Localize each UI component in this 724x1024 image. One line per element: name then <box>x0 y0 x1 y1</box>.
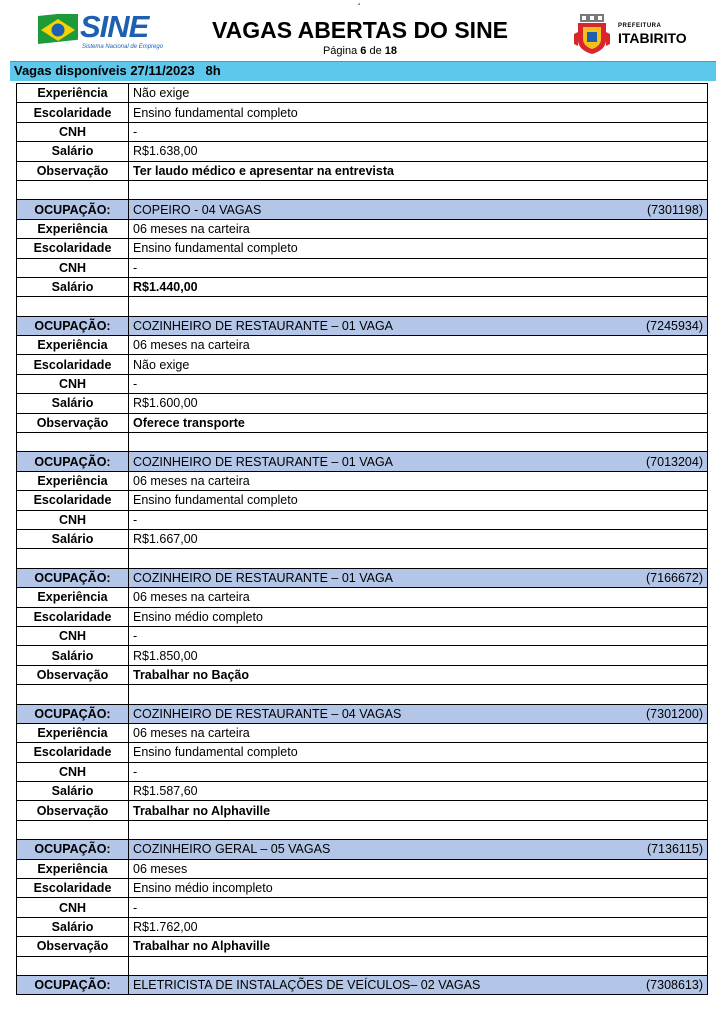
field-value-cell <box>129 917 708 936</box>
occupation-code: (7166672) <box>646 570 703 585</box>
field-value-cell <box>129 142 708 161</box>
separator-cell <box>17 820 129 839</box>
separator-cell <box>129 549 708 568</box>
sine-logo <box>38 10 162 54</box>
occupation-title: COZINHEIRO DE RESTAURANTE – 04 VAGAS <box>133 706 402 721</box>
field-row <box>17 161 708 180</box>
separator-cell <box>17 956 129 975</box>
separator-cell <box>129 433 708 452</box>
occupation-code: (7301198) <box>646 202 703 217</box>
field-row <box>17 491 708 510</box>
field-row <box>17 529 708 548</box>
occupation-label: OCUPAÇÃO: <box>17 704 129 723</box>
date-bar <box>10 61 716 81</box>
field-row <box>17 646 708 665</box>
field-row <box>17 607 708 626</box>
field-label: CNH <box>17 898 129 917</box>
occupation-label: OCUPAÇÃO: <box>17 452 129 471</box>
page-total: 18 <box>384 45 398 57</box>
field-label: Salário <box>17 529 129 548</box>
field-label: Experiência <box>17 336 129 355</box>
field-value: Ensino médio incompleto <box>133 881 273 896</box>
occupation-title: COZINHEIRO GERAL – 05 VAGAS <box>133 842 331 857</box>
separator-cell <box>129 685 708 704</box>
field-value: Não exige <box>133 86 190 101</box>
occupation-cell <box>129 316 708 335</box>
field-value-cell <box>129 626 708 645</box>
field-label: Escolaridade <box>17 879 129 898</box>
occupation-title: COZINHEIRO DE RESTAURANTE – 01 VAGA <box>133 454 394 469</box>
field-label: Salário <box>17 277 129 296</box>
separator-row <box>17 297 708 316</box>
field-value: R$1.587,60 <box>133 784 198 799</box>
field-value-cell <box>129 879 708 898</box>
field-label: Observação <box>17 161 129 180</box>
separator-row <box>17 433 708 452</box>
field-label: Experiência <box>17 84 129 103</box>
field-label: Escolaridade <box>17 607 129 626</box>
field-label: Observação <box>17 801 129 820</box>
occupation-cell <box>129 704 708 723</box>
field-label: CNH <box>17 762 129 781</box>
field-row <box>17 917 708 936</box>
occupation-title: COZINHEIRO DE RESTAURANTE – 01 VAGA <box>133 318 394 333</box>
occupation-title: COPEIRO - 04 VAGAS <box>133 202 262 217</box>
field-value: Não exige <box>133 357 190 372</box>
field-label: Escolaridade <box>17 103 129 122</box>
sine-logo-subtitle: Sistema Nacional de Emprego <box>82 44 164 50</box>
field-value-cell <box>129 258 708 277</box>
occupation-row <box>17 316 708 335</box>
field-label: Salário <box>17 646 129 665</box>
field-row <box>17 374 708 393</box>
separator-cell <box>17 297 129 316</box>
field-value-cell <box>129 394 708 413</box>
field-value: 06 meses na carteira <box>133 726 250 741</box>
separator-cell <box>129 956 708 975</box>
field-value: - <box>133 124 138 139</box>
field-value: - <box>133 512 138 527</box>
field-row <box>17 879 708 898</box>
occupation-label: OCUPAÇÃO: <box>17 200 129 219</box>
page-prefix: Página <box>322 45 358 57</box>
occupation-code: (7245934) <box>646 318 703 333</box>
field-row <box>17 103 708 122</box>
field-value: R$1.667,00 <box>133 532 198 547</box>
field-value-cell <box>129 588 708 607</box>
separator-cell <box>17 685 129 704</box>
field-value: 06 meses na carteira <box>133 221 250 236</box>
field-value: Trabalhar no Alphaville <box>133 803 271 818</box>
field-label: Experiência <box>17 219 129 238</box>
separator-cell <box>17 180 129 199</box>
field-value: Trabalhar no Bação <box>133 667 250 682</box>
field-row <box>17 665 708 684</box>
field-value: Ensino fundamental completo <box>133 241 298 256</box>
field-row <box>17 782 708 801</box>
field-row <box>17 84 708 103</box>
field-row <box>17 336 708 355</box>
field-value-cell <box>129 529 708 548</box>
field-label: CNH <box>17 258 129 277</box>
separator-row <box>17 956 708 975</box>
field-value: R$1.762,00 <box>133 919 198 934</box>
field-label: Escolaridade <box>17 355 129 374</box>
occupation-row <box>17 568 708 587</box>
field-value-cell <box>129 607 708 626</box>
field-value-cell <box>129 355 708 374</box>
field-row <box>17 723 708 742</box>
field-row <box>17 258 708 277</box>
field-row <box>17 122 708 141</box>
field-value-cell <box>129 762 708 781</box>
page-header <box>0 0 724 60</box>
city-crest-icon <box>574 14 610 54</box>
separator-row <box>17 549 708 568</box>
field-row <box>17 801 708 820</box>
field-value: - <box>133 629 138 644</box>
field-value: Ensino fundamental completo <box>133 493 298 508</box>
field-label: Escolaridade <box>17 239 129 258</box>
field-row <box>17 471 708 490</box>
field-value-cell <box>129 161 708 180</box>
separator-cell <box>17 433 129 452</box>
field-row <box>17 937 708 956</box>
field-row <box>17 588 708 607</box>
field-value-cell <box>129 743 708 762</box>
brazil-flag-icon <box>38 14 78 46</box>
occupation-cell <box>129 568 708 587</box>
date-bar-text: Vagas disponíveis 27/11/2023 8h <box>14 63 221 78</box>
prefeitura-logo <box>574 14 694 56</box>
field-value-cell <box>129 801 708 820</box>
field-value: R$1.440,00 <box>133 280 198 295</box>
field-value-cell <box>129 898 708 917</box>
field-value-cell <box>129 239 708 258</box>
field-label: CNH <box>17 626 129 645</box>
page-current: 6 <box>360 45 367 57</box>
occupation-label: OCUPAÇÃO: <box>17 840 129 859</box>
field-label: CNH <box>17 122 129 141</box>
field-value: - <box>133 900 138 915</box>
field-row <box>17 142 708 161</box>
field-value: 06 meses <box>133 861 188 876</box>
occupation-cell <box>129 975 708 994</box>
field-value: Trabalhar no Alphaville <box>133 939 271 954</box>
field-label: Salário <box>17 394 129 413</box>
field-value: R$1.850,00 <box>133 648 198 663</box>
occupation-code: (7301200) <box>646 706 703 721</box>
job-listings-body <box>17 84 708 995</box>
field-value-cell <box>129 665 708 684</box>
field-value: 06 meses na carteira <box>133 590 250 605</box>
field-row <box>17 626 708 645</box>
field-value: Ter laudo médico e apresentar na entrevista <box>133 163 394 178</box>
field-value-cell <box>129 646 708 665</box>
field-label: Salário <box>17 142 129 161</box>
field-value-cell <box>129 84 708 103</box>
separator-row <box>17 685 708 704</box>
field-label: Observação <box>17 413 129 432</box>
field-value: 06 meses na carteira <box>133 474 250 488</box>
field-value: - <box>133 377 138 392</box>
field-label: Observação <box>17 937 129 956</box>
field-value-cell <box>129 336 708 355</box>
field-value-cell <box>129 471 708 490</box>
occupation-code: (7136115) <box>646 842 703 857</box>
field-value-cell <box>129 122 708 141</box>
field-value: R$1.638,00 <box>133 144 198 159</box>
job-listings-table <box>16 83 708 995</box>
city-name: ITABIRITO <box>618 30 687 46</box>
occupation-label: OCUPAÇÃO: <box>17 568 129 587</box>
field-value-cell <box>129 413 708 432</box>
field-value: - <box>133 764 138 779</box>
occupation-cell <box>129 452 708 471</box>
field-row <box>17 355 708 374</box>
field-label: CNH <box>17 374 129 393</box>
field-row <box>17 394 708 413</box>
field-value-cell <box>129 491 708 510</box>
field-value-cell <box>129 937 708 956</box>
field-label: Experiência <box>17 588 129 607</box>
field-label: Escolaridade <box>17 743 129 762</box>
field-value: R$1.600,00 <box>133 396 198 411</box>
occupation-title: ELETRICISTA DE INSTALAÇÕES DE VEÍCULOS– 02 VAGAS <box>133 978 481 993</box>
field-value-cell <box>129 219 708 238</box>
separator-cell <box>129 180 708 199</box>
occupation-row <box>17 200 708 219</box>
occupation-label: OCUPAÇÃO: <box>17 975 129 994</box>
occupation-row <box>17 840 708 859</box>
occupation-row <box>17 704 708 723</box>
sine-logo-word: SINE <box>80 9 149 44</box>
separator-row <box>17 180 708 199</box>
occupation-code: (7013204) <box>646 454 703 469</box>
field-row <box>17 762 708 781</box>
field-row <box>17 859 708 878</box>
field-value-cell <box>129 277 708 296</box>
field-row <box>17 413 708 432</box>
field-row <box>17 743 708 762</box>
page-title: VAGAS ABERTAS DO SINE <box>211 17 509 43</box>
field-value-cell <box>129 510 708 529</box>
field-label: Salário <box>17 917 129 936</box>
page-number <box>290 44 430 58</box>
field-value: Ensino fundamental completo <box>133 745 298 760</box>
separator-cell <box>129 297 708 316</box>
field-row <box>17 239 708 258</box>
field-value: 06 meses na carteira <box>133 338 250 353</box>
field-label: Experiência <box>17 723 129 742</box>
field-label: Experiência <box>17 859 129 878</box>
field-row <box>17 219 708 238</box>
field-label: Observação <box>17 665 129 684</box>
field-row <box>17 898 708 917</box>
occupation-cell <box>129 200 708 219</box>
occupation-code: (7308613) <box>646 978 703 993</box>
separator-cell <box>17 549 129 568</box>
field-value: - <box>133 260 138 275</box>
field-value-cell <box>129 374 708 393</box>
field-value: Ensino médio completo <box>133 609 263 624</box>
occupation-row <box>17 975 708 994</box>
occupation-row <box>17 452 708 471</box>
field-row <box>17 510 708 529</box>
field-value-cell <box>129 103 708 122</box>
occupation-title: COZINHEIRO DE RESTAURANTE – 01 VAGA <box>133 570 394 585</box>
page-sep: de <box>369 45 382 57</box>
separator-cell <box>129 820 708 839</box>
field-label: Salário <box>17 782 129 801</box>
field-value: Ensino fundamental completo <box>133 105 298 120</box>
field-row <box>17 277 708 296</box>
field-label: Escolaridade <box>17 491 129 510</box>
prefeitura-label: PREFEITURA <box>618 23 662 29</box>
field-label: CNH <box>17 510 129 529</box>
field-value-cell <box>129 782 708 801</box>
field-value-cell <box>129 723 708 742</box>
occupation-cell <box>129 840 708 859</box>
field-value: Oferece transporte <box>133 415 245 430</box>
separator-row <box>17 820 708 839</box>
field-label: Experiência <box>17 471 129 490</box>
occupation-label: OCUPAÇÃO: <box>17 316 129 335</box>
field-value-cell <box>129 859 708 878</box>
stray-mark: ʻ <box>358 2 361 13</box>
